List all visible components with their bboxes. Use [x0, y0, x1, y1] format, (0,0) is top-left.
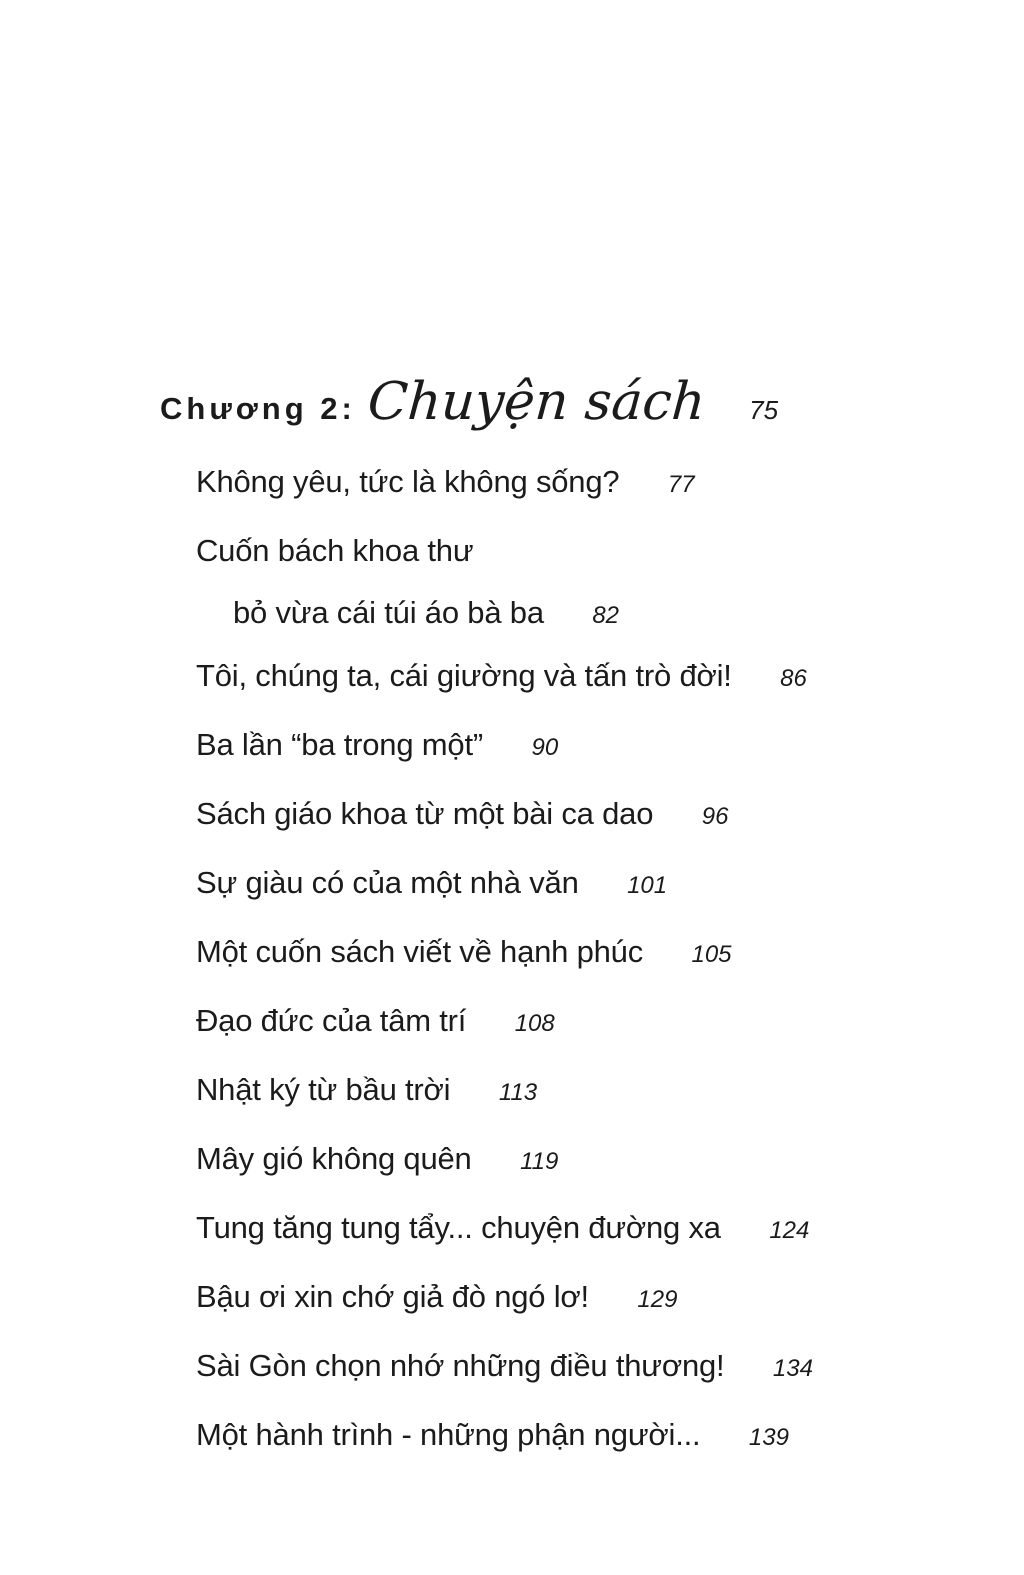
toc-entry-title: Một hành trình - những phận người... [196, 1417, 701, 1452]
toc-entry-title: Tôi, chúng ta, cái giường và tấn trò đời! [196, 658, 732, 693]
toc-entry [196, 1127, 813, 1196]
toc-entry [196, 1265, 813, 1334]
chapter-heading [160, 372, 778, 432]
toc-entry-title: bỏ vừa cái túi áo bà ba [233, 595, 544, 630]
toc-entry [196, 1058, 813, 1127]
toc-entry [196, 989, 813, 1058]
toc-line [196, 920, 813, 989]
toc-line [196, 1334, 813, 1403]
toc-entry [196, 1403, 813, 1472]
chapter-page-number: 75 [749, 395, 779, 425]
toc-entry-title: Mây gió không quên [196, 1141, 472, 1176]
toc-line [196, 1265, 813, 1334]
toc-line [196, 1403, 813, 1472]
toc-line [233, 588, 813, 644]
toc-entry-title: Một cuốn sách viết về hạnh phúc [196, 934, 644, 969]
toc-entry-page-number: 101 [627, 872, 668, 899]
toc-entry [196, 1196, 813, 1265]
toc-entry-title: Sự giàu có của một nhà văn [196, 865, 579, 900]
toc-entry-page-number: 113 [498, 1079, 538, 1106]
toc-entry-title: Cuốn bách khoa thư [196, 533, 474, 568]
toc-entry-title: Bậu ơi xin chớ giả đò ngó lơ! [196, 1279, 589, 1314]
toc-entry-page-number: 105 [691, 941, 732, 968]
toc-entry-page-number: 96 [701, 803, 729, 830]
toc-entry [196, 782, 813, 851]
toc-entry-page-number: 82 [592, 602, 620, 629]
toc-entry-page-number: 90 [531, 734, 559, 761]
toc-entry-page-number: 139 [748, 1424, 789, 1451]
toc-entry-title: Ba lần “ba trong một” [196, 727, 484, 762]
toc-entry-title: Không yêu, tức là không sống? [196, 464, 620, 499]
toc-line [196, 644, 813, 713]
toc-entry-title: Tung tăng tung tẩy... chuyện đường xa [196, 1210, 721, 1245]
toc-line [196, 519, 813, 588]
toc-entry-page-number: 129 [637, 1286, 678, 1313]
table-of-contents [196, 450, 813, 1472]
toc-entry [196, 713, 813, 782]
toc-entry [196, 920, 813, 989]
toc-entry-page-number: 108 [514, 1010, 555, 1037]
toc-entry [196, 851, 813, 920]
toc-entry [196, 1334, 813, 1403]
toc-entry [196, 519, 813, 644]
toc-entry-page-number: 124 [769, 1217, 810, 1244]
toc-entry-title: Đạo đức của tâm trí [196, 1003, 467, 1038]
toc-line [196, 1058, 813, 1127]
toc-line [196, 851, 813, 920]
toc-entry-page-number: 119 [520, 1148, 559, 1175]
chapter-title: Chuyện sách [365, 372, 708, 432]
toc-line [196, 1127, 813, 1196]
toc-entry [196, 644, 813, 713]
toc-line [196, 782, 813, 851]
toc-entry-page-number: 86 [780, 665, 807, 692]
toc-line [196, 989, 813, 1058]
toc-line [196, 1196, 813, 1265]
toc-line [196, 713, 813, 782]
toc-line [196, 450, 813, 519]
toc-entry-title: Sách giáo khoa từ một bài ca dao [196, 796, 654, 831]
toc-entry-title: Sài Gòn chọn nhớ những điều thương! [196, 1348, 725, 1383]
toc-entry-title: Nhật ký từ bầu trời [196, 1072, 451, 1107]
toc-entry [196, 450, 813, 519]
toc-entry-page-number: 77 [667, 471, 695, 498]
toc-entry-page-number: 134 [772, 1355, 813, 1382]
chapter-label: Chương 2: [160, 391, 356, 426]
